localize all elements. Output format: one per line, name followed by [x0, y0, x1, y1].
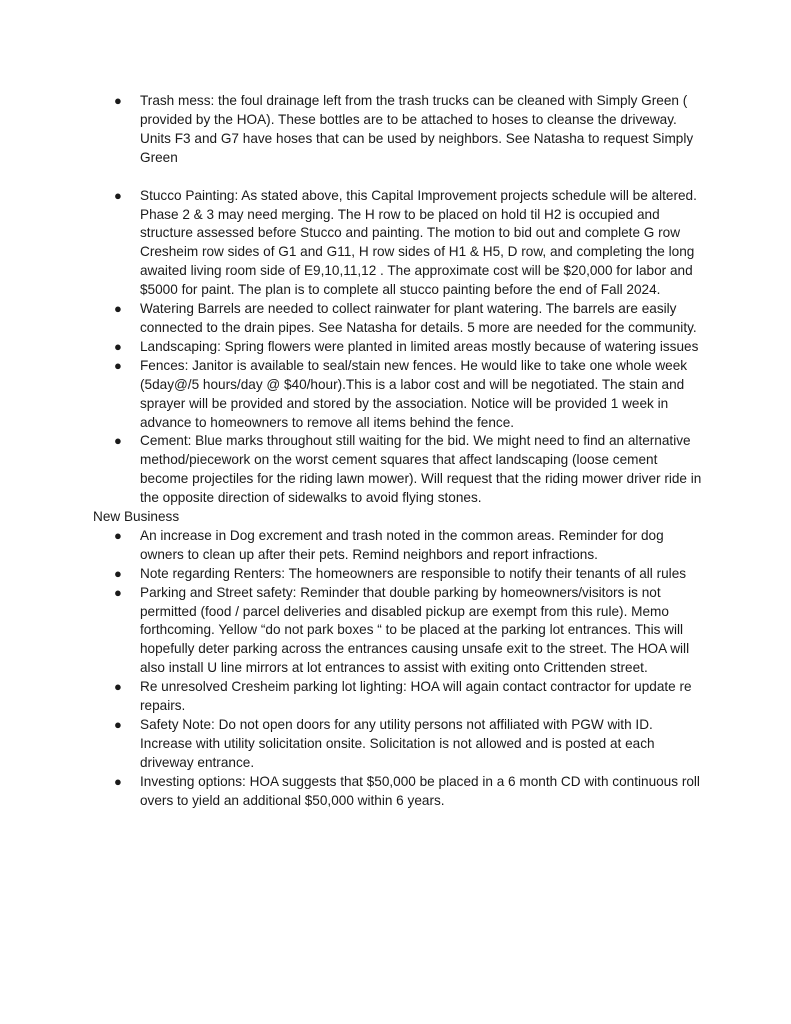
new-business-list — [0, 527, 791, 811]
list-item-text: Cement: Blue marks throughout still waiting for the bid. We might need to find an alternative method/piecework on the worst cement squares that affect landscaping (loose cement become projectiles for the riding lawn mower). Will request that the riding mower driver ride in the opposite direction of sidewalks to avoid flying stones. — [140, 433, 702, 506]
list-item-watering-barrels — [0, 300, 791, 338]
list-item-investing-options — [0, 773, 791, 811]
list-item-text: Safety Note: Do not open doors for any utility persons not affiliated with PGW with ID. Increase with utility solicitation onsite. Solicitation is not allowed and is posted at each driveway entrance. — [140, 717, 655, 770]
list-item-trash-mess — [0, 92, 791, 168]
bullet-icon: ● — [114, 584, 122, 600]
bullet-icon: ● — [114, 187, 122, 203]
list-item-dog-excrement — [0, 527, 791, 565]
list-item-text: Note regarding Renters: The homeowners are responsible to notify their tenants of all rules — [140, 565, 687, 581]
list-item-text: Re unresolved Cresheim parking lot lighting: HOA will again contact contractor for update re repairs. — [140, 679, 692, 714]
bullet-icon: ● — [114, 773, 122, 789]
list-item-landscaping — [0, 338, 791, 357]
bullet-icon: ● — [114, 338, 122, 354]
new-business-heading: New Business — [93, 509, 180, 525]
list-item-text: Landscaping: Spring flowers were planted in limited areas mostly because of watering issues — [140, 338, 699, 354]
bullet-icon: ● — [114, 357, 122, 373]
list-item-text: An increase in Dog excrement and trash noted in the common areas. Reminder for dog owners to clean up after their pets. Remind neighbors and report infractions. — [140, 527, 664, 562]
old-business-list — [0, 92, 791, 508]
list-item-text: Fences: Janitor is available to seal/stain new fences. He would like to take one whole week (5day@/5 hours/day @ $40/hour).This is a labor cost and will be negotiated. The stain and sprayer will be provided and stored by the association. Notice will be provided 1 week in advance to homeowners to remove all items behind the fence. — [140, 357, 688, 430]
bullet-icon: ● — [114, 93, 122, 108]
list-item-parking-lot-lighting — [0, 678, 791, 716]
list-item-text: Parking and Street safety: Reminder that double parking by homeowners/visitors is not permitted (food / parcel deliveries and disabled pickup are exempt from this rule). Memo forthcoming. Yellow “do not park boxes “ to be placed at the parking lot entrances. This will hopefully deter parking across the entrances causing unsafe exit to the street. The HOA will also install U line mirrors at lot entrances to assist with exiting onto Crittenden street. — [140, 584, 690, 676]
list-item-safety-note — [0, 716, 791, 773]
list-item-text: Trash mess: the foul drainage left from the trash trucks can be cleaned with Simply Green ( provided by the HOA). These bottles are to be attached to hoses to cleanse the driveway. Units F3 and G7 have hoses that can be used by neighbors. See Natasha to request Simply Green — [140, 93, 694, 165]
bullet-icon: ● — [114, 565, 122, 581]
list-item-fences — [0, 357, 791, 433]
old-business-section — [0, 92, 791, 811]
bullet-icon: ● — [114, 433, 122, 449]
blank-line — [0, 168, 791, 187]
bullet-icon: ● — [114, 717, 122, 732]
bullet-icon: ● — [114, 527, 122, 543]
list-item-cement — [0, 432, 791, 508]
list-item-text: Investing options: HOA suggests that $50,000 be placed in a 6 month CD with continuous roll overs to yield an additional $50,000 within 6 years. — [140, 773, 700, 808]
list-item-stucco-painting — [0, 187, 791, 300]
list-item-text: Stucco Painting: As stated above, this Capital Improvement projects schedule will be altered. Phase 2 & 3 may need merging. The H row to be placed on hold til H2 is occupied and structure assessed before Stucco and painting. The motion to bid out and complete G row Cresheim row sides of G1 and G11, H row sides of H1 & H5, D row, and completing the long awaited living room side of E9,10,11,12 . The approximate cost will be $20,000 for labor and $5000 for paint. The plan is to complete all stucco painting before the end of Fall 2024. — [140, 187, 697, 298]
list-item-text: Watering Barrels are needed to collect rainwater for plant watering. The barrels are easily connected to the drain pipes. See Natasha for details. 5 more are needed for the community. — [140, 301, 697, 335]
list-item-parking-safety — [0, 584, 791, 679]
list-item-renters — [0, 565, 791, 584]
bullet-icon: ● — [114, 301, 122, 317]
bullet-icon: ● — [114, 679, 122, 695]
